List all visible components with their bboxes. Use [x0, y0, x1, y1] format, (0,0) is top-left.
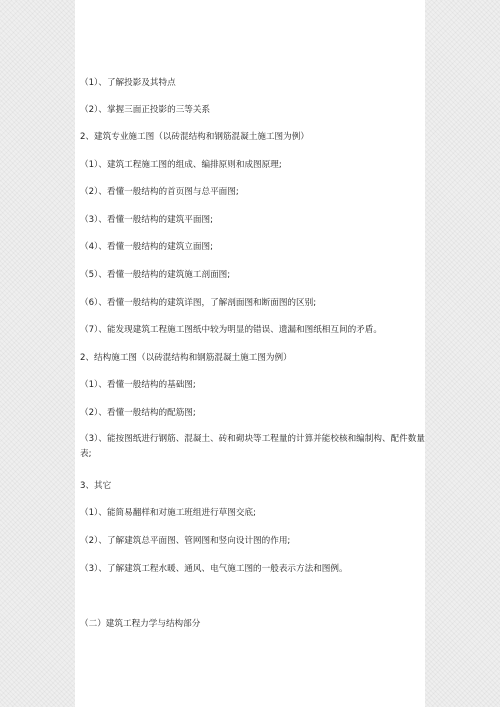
list-item: （3）、了解建筑工程水暖、通风、电气施工图的一般表示方法和图例。: [80, 564, 348, 574]
list-item: （2）、了解建筑总平面图、管网图和竖向设计图的作用;: [80, 536, 291, 546]
list-item: （3）、看懂一般结构的建筑平面图;: [80, 215, 213, 225]
section-heading: 2、建筑专业施工图（以砖混结构和钢筋混凝土施工图为例）: [80, 132, 309, 142]
list-item: （1）、能简易翻样和对施工班组进行草图交底;: [80, 508, 256, 518]
list-item: （1）、看懂一般结构的基础图;: [80, 380, 196, 390]
section-heading: 3、其它: [80, 481, 112, 491]
list-item: （7）、能发现建筑工程施工图纸中较为明显的错误、遗漏和图纸相互间的矛盾。: [80, 325, 382, 335]
list-item: （4）、看懂一般结构的建筑立面图;: [80, 242, 213, 252]
section-heading: 2、结构施工图（以砖混结构和钢筋混凝土施工图为例）: [80, 353, 292, 363]
list-item: （6）、看懂一般结构的建筑详图，了解剖面图和断面图的区别;: [80, 298, 317, 308]
list-item: （2）、掌握三面正投影的三等关系: [80, 105, 211, 115]
list-item: （5）、看懂一般结构的建筑施工剖面图;: [80, 270, 231, 280]
right-margin-texture: [425, 0, 500, 707]
list-item: （3）、能按图纸进行钢筋、混凝土、砖和砌块等工程量的计算并能校核和编制构、配件数量表;: [80, 434, 425, 459]
left-margin-texture: [0, 0, 75, 707]
list-item: （2）、看懂一般结构的配筋图;: [80, 408, 196, 418]
list-item: （1）、了解投影及其特点: [80, 78, 176, 88]
list-item: （2）、看懂一般结构的首页图与总平面图;: [80, 187, 239, 197]
section-heading: （二）建筑工程力学与结构部分: [80, 619, 201, 629]
list-item: （1）、建筑工程施工图的组成、编排原则和成图原理;: [80, 160, 282, 170]
